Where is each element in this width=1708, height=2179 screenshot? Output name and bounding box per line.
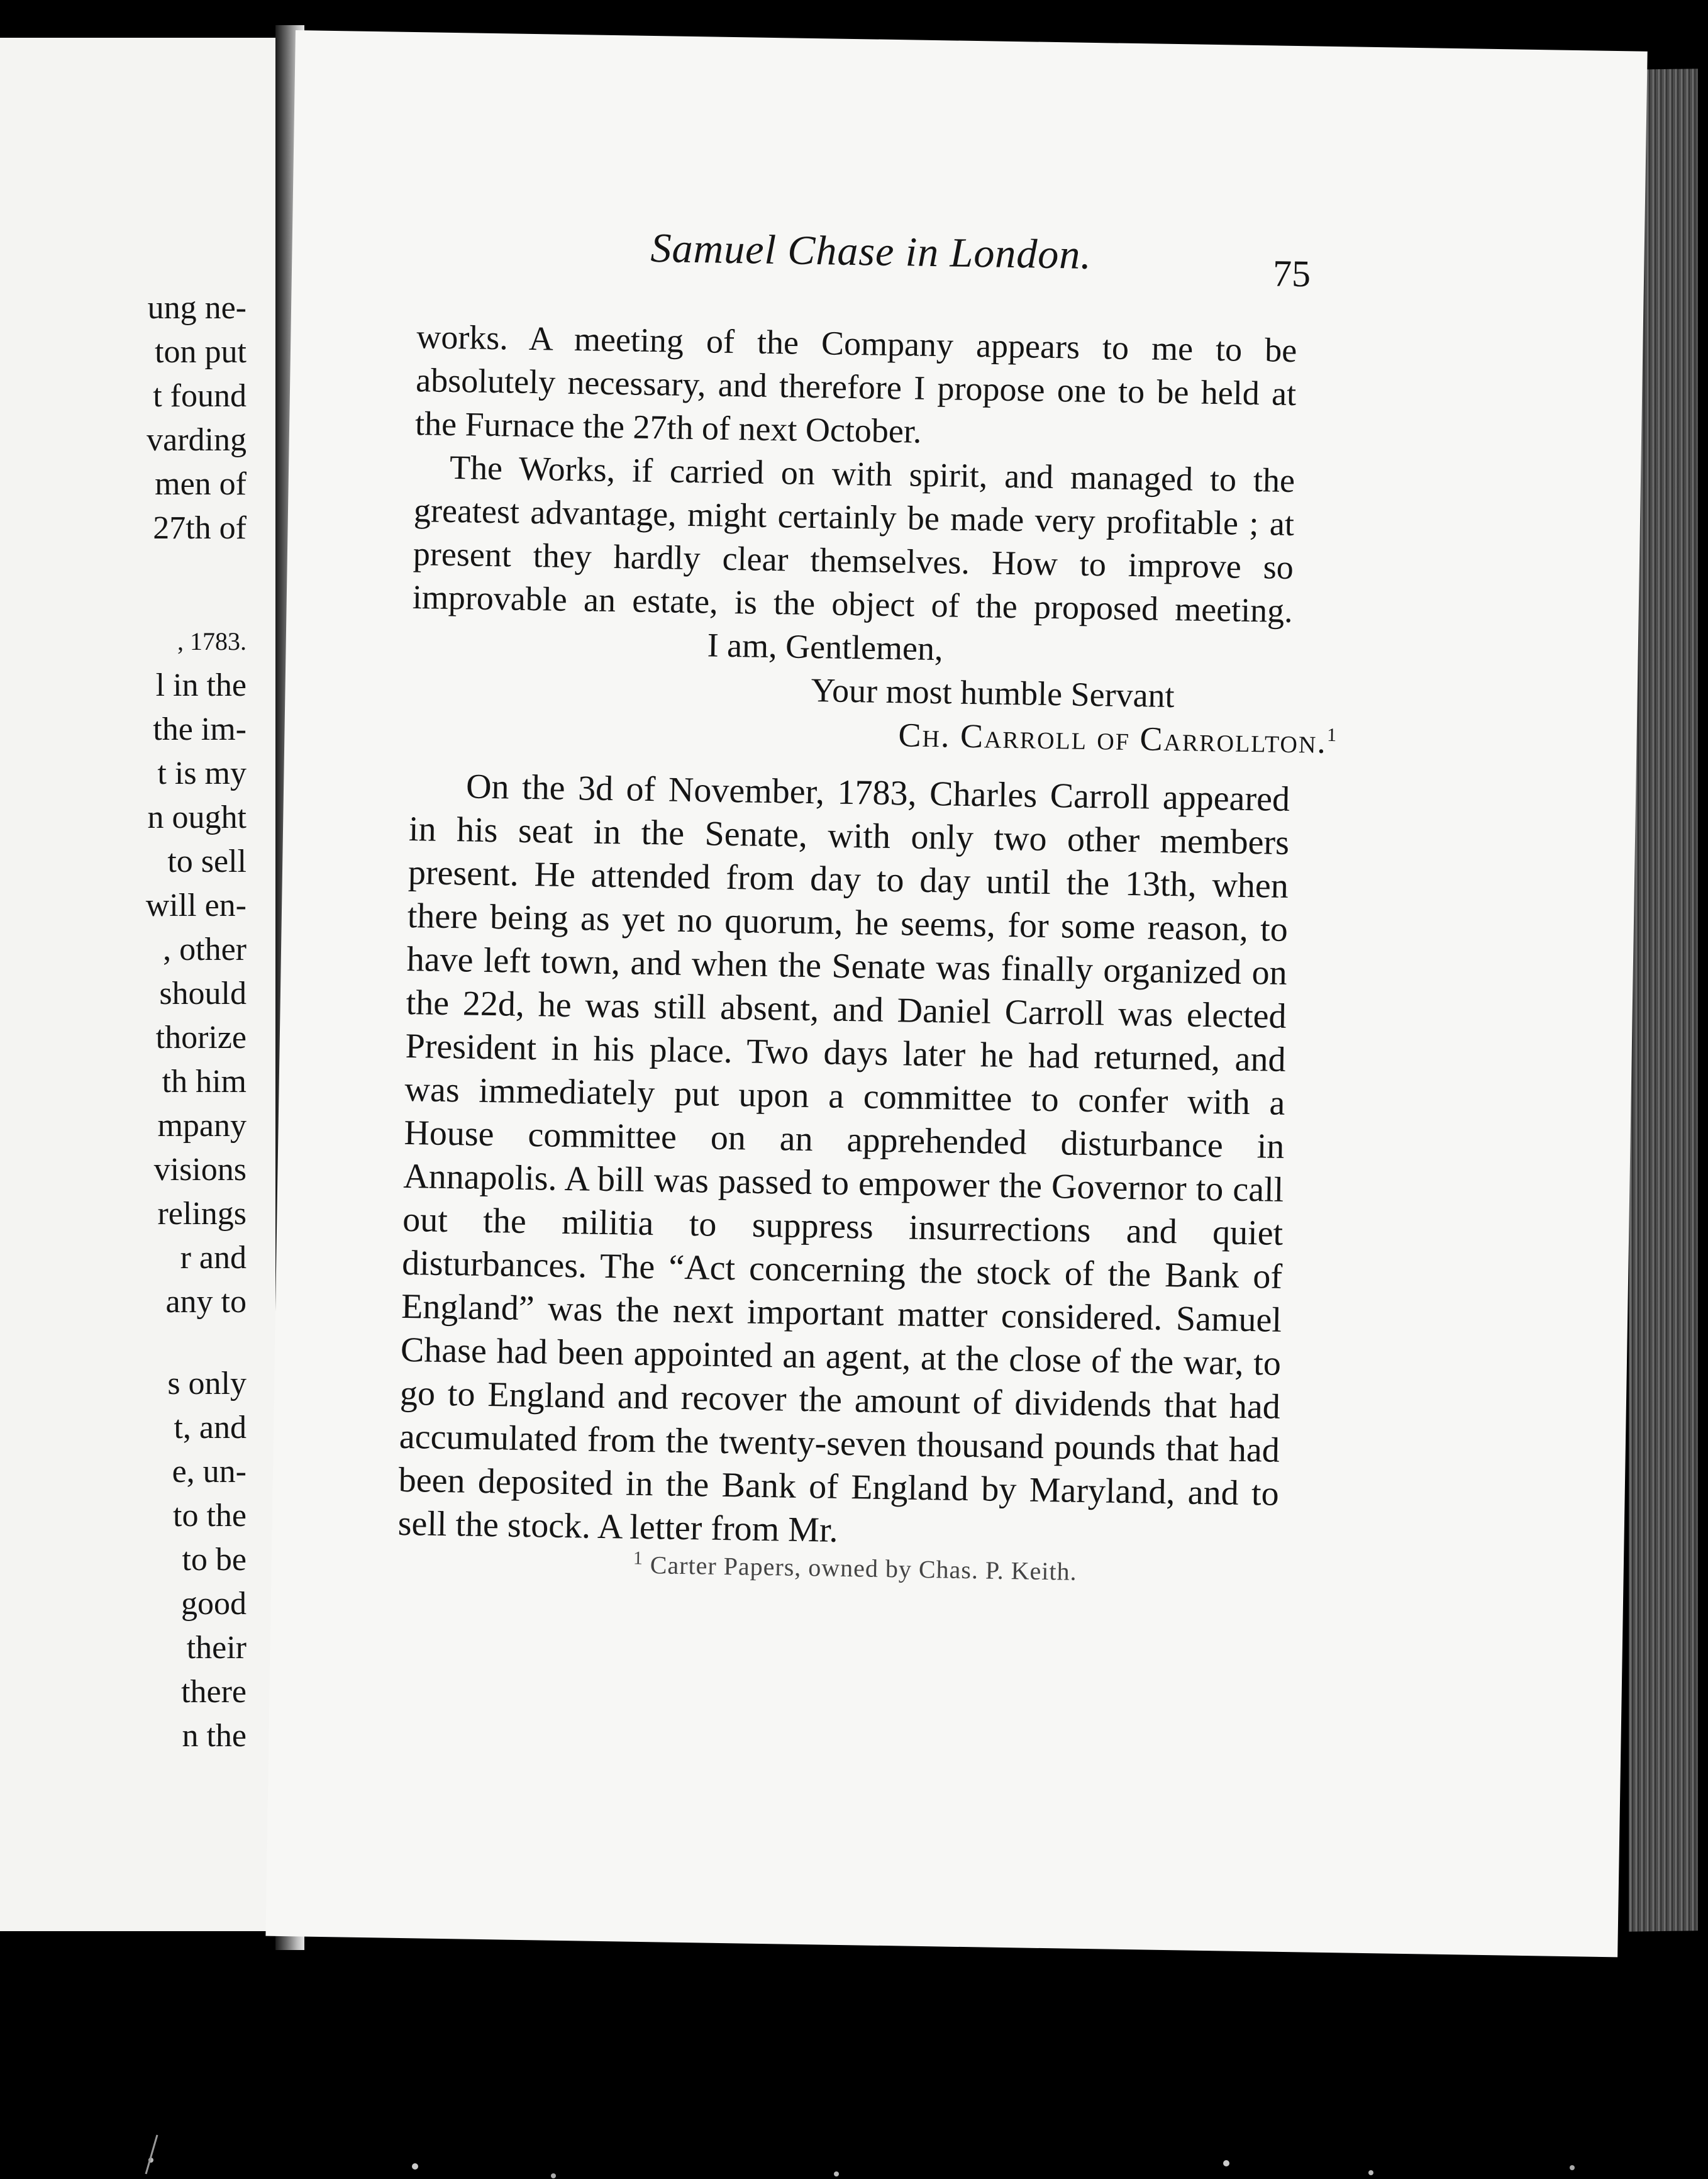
left-page-line: n ought: [147, 800, 247, 835]
letter-paragraph-continued: works. A meeting of the Company appears to me to be absolutely necessary, and therefore I propose one to be held at the Furnace the 27th of next October.: [414, 318, 1297, 450]
left-page-line: l in the: [155, 667, 247, 703]
letter-paragraph-2-text: The Works, if carried on with spirit, and managed to the greatest advantage, might certainly be made very profitable ; at present they hardly clear themselves. How to improve so improvable an estate, is the object of the proposed meeting.: [412, 448, 1295, 630]
body-text: [397, 315, 1338, 1591]
left-page-line: to the: [173, 1498, 247, 1534]
left-page-line: ton put: [155, 334, 247, 370]
left-page-line: , 1783.: [177, 627, 247, 655]
running-title: Samuel Chase in London.: [650, 225, 1092, 278]
complimentary-close: Your most humble Servant: [811, 671, 1175, 715]
left-page-line: r and: [180, 1240, 247, 1276]
left-page-line: t, and: [174, 1410, 247, 1446]
left-page-line: will en-: [145, 888, 247, 923]
signature-text: Ch. Carroll of Carrollton.: [898, 716, 1328, 761]
left-page-line: t is my: [157, 755, 247, 791]
left-page-line: should: [159, 976, 247, 1011]
left-page-line: , other: [163, 932, 247, 967]
left-page-line: thorize: [155, 1020, 247, 1056]
footnote-mark: 1: [633, 1547, 644, 1569]
left-page-line: 27th of: [153, 510, 247, 546]
left-page-line: n the: [182, 1718, 247, 1754]
letter-closing: I am, Gentlemen,: [707, 626, 944, 668]
scan-specks: [0, 1940, 1708, 2179]
running-head: [418, 221, 1311, 295]
left-page-line: varding: [147, 422, 247, 458]
left-page-line: good: [181, 1586, 247, 1622]
left-page-line: s only: [167, 1366, 247, 1402]
left-page-line: visions: [153, 1152, 247, 1188]
page-number: 75: [1272, 252, 1311, 295]
left-page-line: to sell: [167, 844, 247, 879]
left-page-line: th him: [162, 1064, 247, 1100]
left-page-line: any to: [165, 1284, 247, 1320]
page-content: [397, 221, 1338, 1586]
left-page-line: to be: [182, 1542, 247, 1578]
left-page-line: e, un-: [172, 1454, 247, 1490]
left-page-line: t found: [153, 378, 247, 414]
left-page-line: mpany: [157, 1108, 247, 1144]
left-page-line: the im-: [153, 711, 247, 747]
footnote-text: Carter Papers, owned by Chas. P. Keith.: [650, 1551, 1077, 1586]
left-page-line: ung ne-: [147, 290, 247, 326]
left-page-line: men of: [155, 466, 247, 502]
signature-footnote-mark: 1: [1326, 724, 1338, 746]
left-page-line: there: [181, 1674, 247, 1710]
left-page-line: their: [186, 1630, 247, 1666]
left-page-line: relings: [157, 1196, 247, 1232]
left-facing-page: [0, 38, 275, 1931]
letter-paragraph-2: [411, 445, 1295, 676]
right-page: [265, 30, 1647, 1957]
main-paragraph: On the 3d of November, 1783, Charles Carroll appeared in his seat in the Senate, with only two other members present. He attended from day to day until the 13th, when there being as yet no quorum, he seems, for some reason, to have left town, and when the Senate was finally organized on the 22d, he was still absent, and Daniel Carroll was elected President in his place. Two days later he had returned, and was immediately put upon a committee to confer with a House committee on an apprehended disturbance in Annapolis. A bill was passed to empower the Governor to call out the militia to suppress insurrections and quiet disturbances. The “Act concerning the stock of the Bank of England” was the next important matter considered. Samuel Chase had been appointed an agent, at the close of the war, to go to England and recover the amount of dividends that had accumulated from the twenty-seven thousand pounds that had been deposited in the Bank of England by Maryland, and to sell the stock. A letter from Mr.: [397, 767, 1290, 1550]
